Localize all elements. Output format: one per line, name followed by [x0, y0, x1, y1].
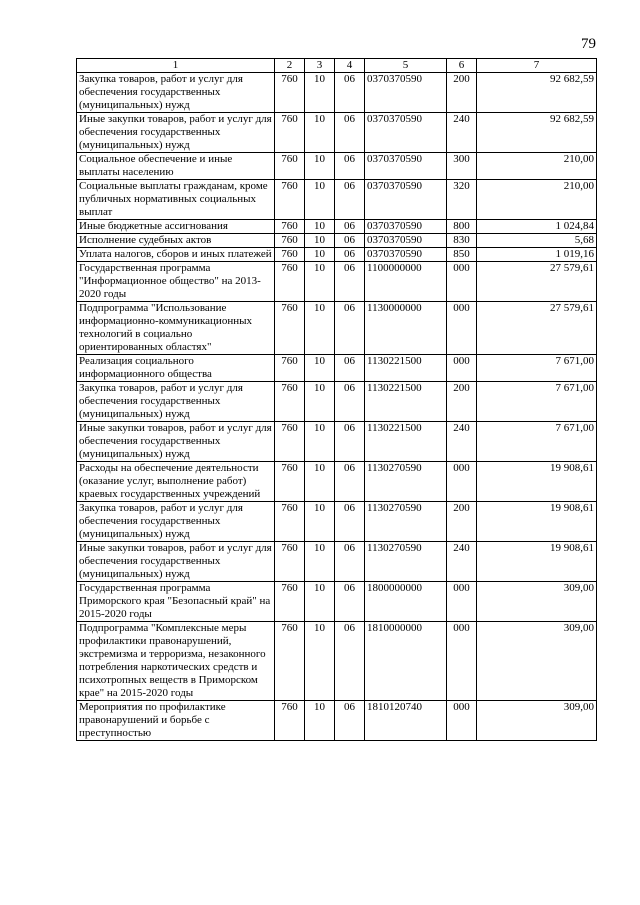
table-row: [77, 73, 597, 113]
table-row: [77, 502, 597, 542]
column-header: 7: [477, 59, 597, 73]
table-row: [77, 355, 597, 382]
table-row: [77, 234, 597, 248]
section-code-cell: 10: [305, 234, 335, 248]
section-code-cell: 10: [305, 422, 335, 462]
ministry-code-cell: 760: [275, 382, 305, 422]
amount-cell: 309,00: [477, 701, 597, 741]
ministry-code-cell: 760: [275, 73, 305, 113]
expense-type-cell: 200: [447, 382, 477, 422]
ministry-code-cell: 760: [275, 302, 305, 355]
amount-cell: 19 908,61: [477, 462, 597, 502]
amount-cell: 7 671,00: [477, 355, 597, 382]
subsection-code-cell: 06: [335, 622, 365, 701]
subsection-code-cell: 06: [335, 220, 365, 234]
ministry-code-cell: 760: [275, 355, 305, 382]
row-name-cell: Государственная программа Приморского края "Безопасный край" на 2015-2020 годы: [77, 582, 275, 622]
row-name-cell: Реализация социального информационного общества: [77, 355, 275, 382]
subsection-code-cell: 06: [335, 262, 365, 302]
target-article-cell: 1100000000: [365, 262, 447, 302]
target-article-cell: 1810120740: [365, 701, 447, 741]
expense-type-cell: 200: [447, 73, 477, 113]
subsection-code-cell: 06: [335, 422, 365, 462]
row-name-cell: Закупка товаров, работ и услуг для обеспечения государственных (муниципальных) нужд: [77, 502, 275, 542]
column-header: 3: [305, 59, 335, 73]
ministry-code-cell: 760: [275, 622, 305, 701]
ministry-code-cell: 760: [275, 262, 305, 302]
target-article-cell: 1130270590: [365, 542, 447, 582]
subsection-code-cell: 06: [335, 234, 365, 248]
amount-cell: 210,00: [477, 153, 597, 180]
target-article-cell: 0370370590: [365, 180, 447, 220]
expense-type-cell: 000: [447, 355, 477, 382]
subsection-code-cell: 06: [335, 355, 365, 382]
section-code-cell: 10: [305, 701, 335, 741]
expense-type-cell: 000: [447, 302, 477, 355]
amount-cell: 7 671,00: [477, 382, 597, 422]
amount-cell: 92 682,59: [477, 73, 597, 113]
row-name-cell: Расходы на обеспечение деятельности (оказание услуг, выполнение работ) краевых государственных учреждений: [77, 462, 275, 502]
section-code-cell: 10: [305, 622, 335, 701]
section-code-cell: 10: [305, 542, 335, 582]
table-row: [77, 542, 597, 582]
table-row: [77, 262, 597, 302]
table-body: [77, 73, 597, 741]
amount-cell: 1 019,16: [477, 248, 597, 262]
section-code-cell: 10: [305, 582, 335, 622]
ministry-code-cell: 760: [275, 701, 305, 741]
row-name-cell: Закупка товаров, работ и услуг для обеспечения государственных (муниципальных) нужд: [77, 73, 275, 113]
expense-type-cell: 850: [447, 248, 477, 262]
subsection-code-cell: 06: [335, 701, 365, 741]
subsection-code-cell: 06: [335, 73, 365, 113]
row-name-cell: Мероприятия по профилактике правонарушений и борьбе с преступностью: [77, 701, 275, 741]
target-article-cell: 1130221500: [365, 422, 447, 462]
table-row: [77, 582, 597, 622]
subsection-code-cell: 06: [335, 502, 365, 542]
section-code-cell: 10: [305, 502, 335, 542]
table-row: [77, 422, 597, 462]
row-name-cell: Иные закупки товаров, работ и услуг для обеспечения государственных (муниципальных) нужд: [77, 542, 275, 582]
section-code-cell: 10: [305, 462, 335, 502]
subsection-code-cell: 06: [335, 582, 365, 622]
section-code-cell: 10: [305, 73, 335, 113]
amount-cell: 210,00: [477, 180, 597, 220]
row-name-cell: Подпрограмма "Использование информационно-коммуникационных технологий в социально ориентированных областях": [77, 302, 275, 355]
ministry-code-cell: 760: [275, 248, 305, 262]
table-row: [77, 622, 597, 701]
section-code-cell: 10: [305, 153, 335, 180]
ministry-code-cell: 760: [275, 462, 305, 502]
expense-type-cell: 830: [447, 234, 477, 248]
ministry-code-cell: 760: [275, 220, 305, 234]
row-name-cell: Исполнение судебных актов: [77, 234, 275, 248]
header-row: [77, 59, 597, 73]
row-name-cell: Иные закупки товаров, работ и услуг для обеспечения государственных (муниципальных) нужд: [77, 422, 275, 462]
expense-type-cell: 300: [447, 153, 477, 180]
ministry-code-cell: 760: [275, 422, 305, 462]
expense-type-cell: 800: [447, 220, 477, 234]
amount-cell: 92 682,59: [477, 113, 597, 153]
table-row: [77, 302, 597, 355]
target-article-cell: 0370370590: [365, 153, 447, 180]
amount-cell: 27 579,61: [477, 262, 597, 302]
amount-cell: 5,68: [477, 234, 597, 248]
amount-cell: 1 024,84: [477, 220, 597, 234]
ministry-code-cell: 760: [275, 153, 305, 180]
subsection-code-cell: 06: [335, 542, 365, 582]
expense-type-cell: 000: [447, 582, 477, 622]
row-name-cell: Социальные выплаты гражданам, кроме публичных нормативных социальных выплат: [77, 180, 275, 220]
ministry-code-cell: 760: [275, 234, 305, 248]
expense-type-cell: 320: [447, 180, 477, 220]
row-name-cell: Иные бюджетные ассигнования: [77, 220, 275, 234]
ministry-code-cell: 760: [275, 502, 305, 542]
target-article-cell: 1130270590: [365, 502, 447, 542]
target-article-cell: 1130221500: [365, 355, 447, 382]
row-name-cell: Закупка товаров, работ и услуг для обеспечения государственных (муниципальных) нужд: [77, 382, 275, 422]
subsection-code-cell: 06: [335, 462, 365, 502]
table-row: [77, 382, 597, 422]
table-row: [77, 113, 597, 153]
target-article-cell: 1810000000: [365, 622, 447, 701]
column-header: 1: [77, 59, 275, 73]
section-code-cell: 10: [305, 180, 335, 220]
subsection-code-cell: 06: [335, 113, 365, 153]
amount-cell: 19 908,61: [477, 542, 597, 582]
section-code-cell: 10: [305, 113, 335, 153]
section-code-cell: 10: [305, 382, 335, 422]
target-article-cell: 1800000000: [365, 582, 447, 622]
target-article-cell: 1130221500: [365, 382, 447, 422]
page-number: 79: [581, 36, 596, 52]
section-code-cell: 10: [305, 220, 335, 234]
subsection-code-cell: 06: [335, 180, 365, 220]
amount-cell: 309,00: [477, 582, 597, 622]
budget-table: [76, 58, 597, 741]
target-article-cell: 0370370590: [365, 73, 447, 113]
ministry-code-cell: 760: [275, 180, 305, 220]
expense-type-cell: 000: [447, 622, 477, 701]
row-name-cell: Уплата налогов, сборов и иных платежей: [77, 248, 275, 262]
amount-cell: 19 908,61: [477, 502, 597, 542]
target-article-cell: 1130270590: [365, 462, 447, 502]
ministry-code-cell: 760: [275, 582, 305, 622]
expense-type-cell: 200: [447, 502, 477, 542]
expense-type-cell: 240: [447, 422, 477, 462]
column-header: 6: [447, 59, 477, 73]
section-code-cell: 10: [305, 355, 335, 382]
expense-type-cell: 000: [447, 262, 477, 302]
table-row: [77, 701, 597, 741]
table-row: [77, 153, 597, 180]
target-article-cell: 0370370590: [365, 248, 447, 262]
table-row: [77, 220, 597, 234]
section-code-cell: 10: [305, 302, 335, 355]
row-name-cell: Социальное обеспечение и иные выплаты населению: [77, 153, 275, 180]
ministry-code-cell: 760: [275, 542, 305, 582]
column-header: 5: [365, 59, 447, 73]
row-name-cell: Государственная программа "Информационное общество" на 2013-2020 годы: [77, 262, 275, 302]
column-header: 4: [335, 59, 365, 73]
amount-cell: 7 671,00: [477, 422, 597, 462]
subsection-code-cell: 06: [335, 302, 365, 355]
expense-type-cell: 000: [447, 462, 477, 502]
table-row: [77, 248, 597, 262]
expense-type-cell: 240: [447, 542, 477, 582]
table-row: [77, 180, 597, 220]
expense-type-cell: 240: [447, 113, 477, 153]
row-name-cell: Иные закупки товаров, работ и услуг для обеспечения государственных (муниципальных) нужд: [77, 113, 275, 153]
subsection-code-cell: 06: [335, 153, 365, 180]
expense-type-cell: 000: [447, 701, 477, 741]
amount-cell: 309,00: [477, 622, 597, 701]
target-article-cell: 1130000000: [365, 302, 447, 355]
column-header: 2: [275, 59, 305, 73]
subsection-code-cell: 06: [335, 382, 365, 422]
table-row: [77, 462, 597, 502]
target-article-cell: 0370370590: [365, 113, 447, 153]
section-code-cell: 10: [305, 262, 335, 302]
subsection-code-cell: 06: [335, 248, 365, 262]
target-article-cell: 0370370590: [365, 220, 447, 234]
amount-cell: 27 579,61: [477, 302, 597, 355]
ministry-code-cell: 760: [275, 113, 305, 153]
section-code-cell: 10: [305, 248, 335, 262]
target-article-cell: 0370370590: [365, 234, 447, 248]
row-name-cell: Подпрограмма "Комплексные меры профилактики правонарушений, экстремизма и терроризма, незаконного потребления наркотических средств и психотропных веществ в Приморском крае" на 2015-2020 годы: [77, 622, 275, 701]
